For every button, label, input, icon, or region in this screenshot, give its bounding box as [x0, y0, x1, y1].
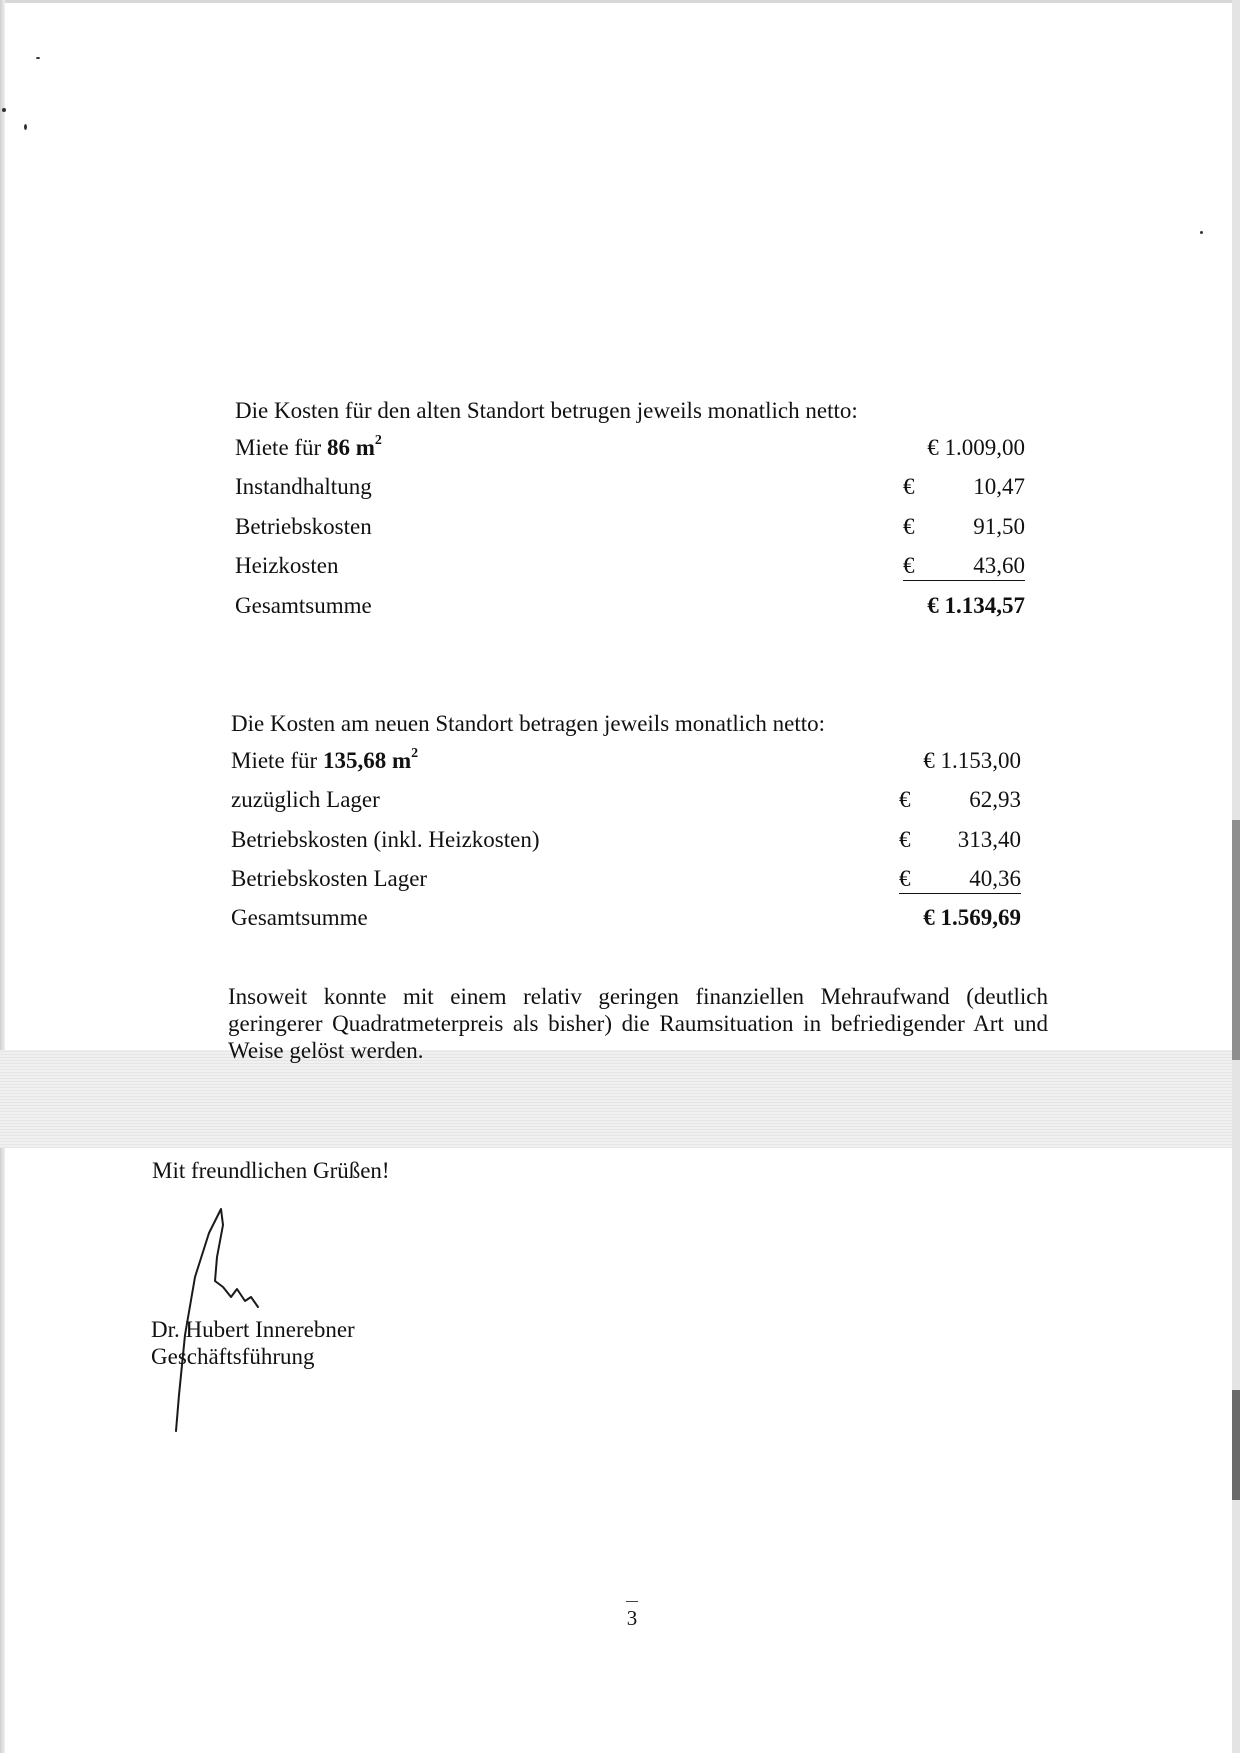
- cost-row-total: [235, 593, 1025, 623]
- cost-row-storage: [231, 787, 1021, 817]
- cost-amount: 313,40: [957, 827, 1021, 852]
- page-number-mark: [626, 1601, 638, 1602]
- cost-label: Miete für 86 $m^2$: [235, 433, 382, 460]
- scan-speck: [36, 57, 40, 59]
- cost-label: Betriebskosten (inkl. Heizkosten): [231, 827, 540, 852]
- sum-underline: [903, 580, 1025, 581]
- new-location-intro: Die Kosten am neuen Standort betragen jeweils monatlich netto:: [231, 711, 826, 736]
- cost-value: € 1.009,00: [927, 435, 1025, 460]
- cost-amount: 10,47: [973, 474, 1025, 499]
- scan-speck: [2, 108, 6, 112]
- currency-symbol: €: [903, 474, 915, 499]
- scan-band: [0, 1050, 1232, 1148]
- cost-row-operating: [231, 827, 1021, 857]
- cost-label: Instandhaltung: [235, 474, 372, 499]
- closing-greeting: Mit freundlichen Grüßen!: [152, 1158, 390, 1183]
- cost-amount: 62,93: [969, 787, 1021, 812]
- signatory-role: Geschäftsführung: [151, 1344, 315, 1369]
- cost-label: Betriebskosten: [235, 514, 372, 539]
- cost-row-maintenance: [235, 474, 1025, 504]
- total-value: € 1.134,57: [927, 593, 1025, 618]
- signatory-block: [151, 1316, 355, 1370]
- page-number: 3: [622, 1606, 642, 1631]
- currency-symbol: €: [899, 866, 911, 891]
- cost-label: zuzüglich Lager: [231, 787, 380, 812]
- scan-edge-top: [0, 0, 1240, 3]
- cost-value: € 1.153,00: [923, 748, 1021, 773]
- cost-label: Betriebskosten Lager: [231, 866, 428, 891]
- cost-label: Heizkosten: [235, 553, 339, 578]
- scan-speck: [24, 124, 27, 130]
- signatory-name: Dr. Hubert Innerebner: [151, 1317, 355, 1342]
- conclusion-paragraph: Insoweit konnte mit einem relativ geringen finanziellen Mehraufwand (deutlich geringerer Quadratmeterpreis als bisher) die Raumsituation in befriedigender Art und Weise gelöst werden.: [228, 984, 1048, 1063]
- old-location-intro: Die Kosten für den alten Standort betrugen jeweils monatlich netto:: [235, 398, 858, 423]
- cost-amount: 91,50: [973, 514, 1025, 539]
- cost-row-rent: [231, 748, 1021, 778]
- currency-symbol: €: [903, 514, 915, 539]
- cost-amount: 40,36: [969, 866, 1021, 891]
- total-value: € 1.569,69: [923, 905, 1021, 930]
- scan-edge-shadow: [1232, 1390, 1240, 1500]
- currency-symbol: €: [899, 827, 911, 852]
- cost-row-heating: [235, 553, 1025, 583]
- cost-row-storage-operating: [231, 866, 1021, 896]
- scan-edge-shadow: [1232, 820, 1240, 1060]
- cost-row-total: [231, 905, 1021, 935]
- cost-row-operating: [235, 514, 1025, 544]
- scan-speck: [1200, 231, 1203, 234]
- currency-symbol: €: [899, 787, 911, 812]
- currency-symbol: €: [903, 553, 915, 578]
- cost-label: Miete für 135,68 $m^2$: [231, 746, 419, 773]
- cost-label: Gesamtsumme: [235, 593, 372, 618]
- cost-row-rent: [235, 435, 1025, 465]
- cost-label: Gesamtsumme: [231, 905, 368, 930]
- sum-underline: [899, 893, 1021, 894]
- cost-amount: 43,60: [973, 553, 1025, 578]
- scan-edge-left: [0, 0, 5, 1753]
